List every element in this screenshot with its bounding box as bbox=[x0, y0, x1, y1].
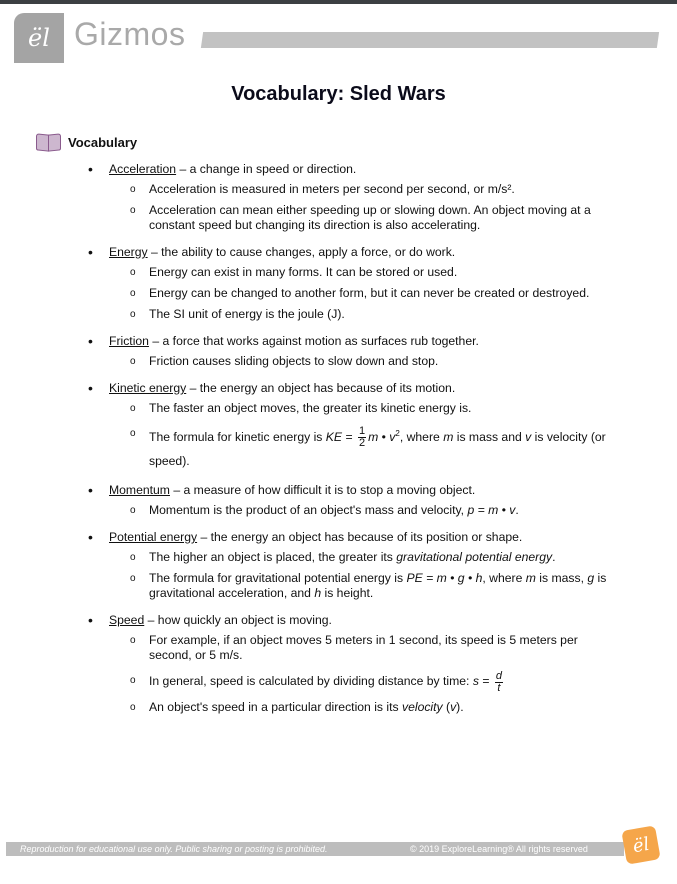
formula-text: , where bbox=[399, 430, 444, 445]
sub-item: o For example, if an object moves 5 meters in 1 second, its speed is 5 meters per second, or 5 m/s. bbox=[109, 633, 618, 663]
sub-item bbox=[109, 550, 618, 565]
term-definition: – a change in speed or direction. bbox=[176, 162, 357, 176]
sub-item bbox=[109, 571, 618, 601]
emphasis-text: velocity bbox=[401, 699, 443, 714]
sub-text: ). bbox=[456, 699, 464, 714]
term-speed bbox=[88, 613, 618, 714]
term-name: Acceleration bbox=[109, 162, 177, 176]
footer-notice: Reproduction for educational use only. Public sharing or posting is prohibited. bbox=[20, 844, 328, 854]
sub-item: o The faster an object moves, the greater its kinetic energy is. bbox=[109, 401, 618, 416]
term-definition: – a force that works against motion as surfaces rub together. bbox=[148, 334, 479, 348]
term-definition: – the energy an object has because of its position or shape. bbox=[197, 530, 523, 545]
sub-text: is height. bbox=[321, 586, 374, 601]
formula-var: m bbox=[368, 430, 379, 445]
formula-text: is mass and bbox=[453, 430, 526, 445]
term-definition: – how quickly an object is moving. bbox=[144, 613, 332, 628]
formula-var: v bbox=[389, 430, 396, 445]
formula-text: is velocity (or speed). bbox=[149, 430, 606, 469]
term-energy bbox=[88, 245, 618, 322]
formula-text: • bbox=[378, 430, 390, 445]
fraction-numerator: d bbox=[495, 669, 502, 682]
formula-var: g bbox=[587, 571, 595, 586]
term-name: Speed bbox=[109, 613, 145, 628]
formula-var: m bbox=[443, 430, 454, 445]
term-definition: – the ability to cause changes, apply a force, or do work. bbox=[147, 245, 456, 259]
term-name: Friction bbox=[109, 334, 149, 348]
sub-text: The formula for gravitational potential energy is bbox=[149, 571, 407, 586]
formula-text: . bbox=[515, 503, 519, 518]
formula-text: = bbox=[478, 674, 493, 689]
sub-text: , where bbox=[482, 571, 526, 586]
page-title: Vocabulary: Sled Wars bbox=[231, 83, 446, 105]
momentum-formula: p = m • v bbox=[467, 503, 516, 518]
sub-text: . bbox=[552, 550, 556, 565]
fraction-denominator: t bbox=[497, 681, 501, 694]
sub-item: o Acceleration is measured in meters per second per second, or m/s². bbox=[109, 182, 618, 197]
term-momentum bbox=[88, 483, 618, 518]
sub-text: An object's speed in a particular direction is its bbox=[149, 699, 402, 714]
speed-formula bbox=[109, 669, 618, 693]
sub-text: is mass, bbox=[535, 571, 588, 586]
footer-logo: ël bbox=[621, 825, 660, 864]
sub-item: o Energy can exist in many forms. It can be stored or used. bbox=[109, 265, 618, 280]
term-name: Momentum bbox=[109, 483, 170, 498]
formula-var: KE bbox=[325, 430, 343, 445]
potential-energy-formula: PE = m • g • h bbox=[406, 571, 483, 586]
term-definition: – a measure of how difficult it is to stop a moving object. bbox=[169, 483, 476, 498]
sub-item: o Acceleration can mean either speeding up or slowing down. An object moving at a constant speed but changing its direction is also accelerating. bbox=[109, 203, 618, 233]
section-label: Vocabulary bbox=[68, 134, 138, 150]
formula-var: h bbox=[314, 586, 322, 601]
term-friction bbox=[88, 334, 618, 369]
top-border bbox=[0, 0, 677, 4]
brand-name: Gizmos bbox=[74, 16, 186, 52]
sub-item: o The SI unit of energy is the joule (J). bbox=[109, 307, 618, 322]
formula-var: s bbox=[472, 674, 479, 689]
fraction bbox=[358, 426, 366, 449]
term-definition: – the energy an object has because of its motion. bbox=[186, 381, 456, 395]
term-name: Kinetic energy bbox=[109, 381, 187, 395]
formula-text: In general, speed is calculated by dividing distance by time: bbox=[149, 674, 473, 689]
header-bar bbox=[201, 32, 659, 48]
term-name: Energy bbox=[109, 245, 148, 259]
sub-item: o Energy can be changed to another form, but it can never be created or destroyed. bbox=[109, 286, 618, 301]
sub-text: is gravitational acceleration, and bbox=[149, 571, 607, 601]
explorelearning-logo: ël bbox=[14, 13, 64, 63]
sub-item bbox=[109, 700, 618, 715]
term-acceleration bbox=[88, 162, 618, 233]
section-header bbox=[36, 134, 137, 150]
formula-var: m bbox=[525, 571, 536, 586]
emphasis-text: gravitational potential energy bbox=[396, 550, 553, 565]
footer-bar bbox=[6, 842, 624, 856]
footer-copyright: © 2019 ExploreLearning® All rights reserved bbox=[410, 844, 588, 854]
fraction bbox=[495, 671, 503, 694]
formula-text: The formula for kinetic energy is bbox=[149, 430, 326, 445]
sub-text: ( bbox=[442, 699, 451, 714]
formula-var: v bbox=[450, 699, 457, 714]
formula-var: v bbox=[525, 430, 532, 445]
term-name: Potential energy bbox=[109, 530, 198, 545]
formula-text: = bbox=[342, 430, 356, 445]
book-icon bbox=[36, 134, 60, 150]
formula-text: Momentum is the product of an object's mass and velocity, bbox=[149, 503, 468, 518]
vocabulary-list bbox=[88, 162, 618, 722]
fraction-numerator: 1 bbox=[358, 425, 366, 438]
sub-text: The higher an object is placed, the greater its bbox=[149, 550, 397, 565]
kinetic-energy-formula bbox=[109, 422, 618, 473]
term-potential-energy bbox=[88, 530, 618, 601]
term-kinetic-energy bbox=[88, 381, 618, 473]
sub-item bbox=[109, 503, 618, 518]
fraction-denominator: 2 bbox=[358, 437, 366, 450]
sub-item: o Friction causes sliding objects to slow down and stop. bbox=[109, 354, 618, 369]
formula-exponent: 2 bbox=[395, 429, 400, 438]
